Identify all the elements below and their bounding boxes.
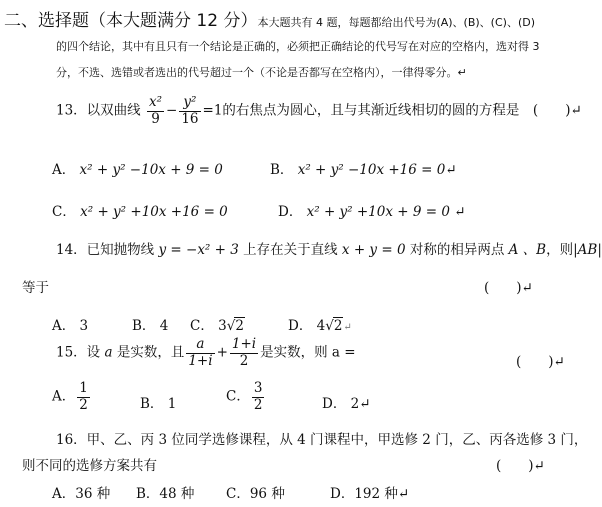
q13-prefix: 13．以双曲线 (56, 102, 141, 119)
q15-option-a: A． $\frac{1}{2}$ (52, 380, 88, 413)
q14-line-2: 等于 (22, 280, 49, 296)
q15-fraction-1: $\frac{a}{1+i}$ (188, 336, 213, 369)
question-16: 16．甲、乙、丙 3 位同学选修课程，从 4 门课程中，甲选修 2 门，乙、丙各选修 3 门， (56, 432, 588, 448)
q13-option-b: B． x² + y² −10x +16 = 0↵ (270, 162, 457, 178)
q13-fraction-1: $\frac{\text{x²}}{9}$ (148, 94, 163, 127)
q15-answer-paren: ( )↵ (516, 354, 565, 370)
question-13: 13．以双曲线 $\frac{\text{x²}}{9}$ − $\frac{\text{y²}}{16}$ =1的右焦点为圆心，且与其渐近线相切的圆的方程是 ( )↵ (56, 94, 582, 127)
section-intro-3: 分，不选、选错或者选出的代号超过一个（不论是否都写在空格内），一律得零分。↵ (56, 66, 467, 79)
question-15: 15．设 a 是实数，且 $\frac{a}{1+i}$ + $\frac{1+i}{2}$ 是实数，则 a = (56, 336, 356, 369)
sqrt-symbol: √ (226, 318, 236, 334)
section-intro-1: 本大题共有 4 题，每题都给出代号为(A)、(B)、(C)、(D) (257, 16, 535, 29)
q14-answer-paren: ( )↵ (484, 280, 533, 296)
q14-option-d: D． 4√2↵ (288, 318, 352, 334)
question-14: 14．已知抛物线 y = −x² + 3 上存在关于直线 x + y = 0 对称的相异两点 A 、B，则|AB| (56, 242, 602, 258)
q14-option-b: B． 4 (132, 318, 169, 334)
q16-option-b: B．48 种 (136, 486, 195, 502)
q16-option-d: D．192 种↵ (330, 486, 410, 502)
q13-option-d: D． x² + y² +10x + 9 = 0 ↵ (278, 204, 466, 220)
q16-option-c: C．96 种 (226, 486, 285, 502)
section-title: 二、选择题（本大题满分 12 分） (4, 11, 258, 31)
q15-option-d: D． 2↵ (322, 396, 371, 412)
q13-fraction-2: $\frac{\text{y²}}{16}$ (181, 94, 199, 127)
q13-suffix: 的右焦点为圆心，且与其渐近线相切的圆的方程是 ( )↵ (222, 102, 582, 119)
q16-line-2: 则不同的选修方案共有 (22, 458, 157, 474)
q14-option-a: A． 3 (52, 318, 89, 334)
q14-option-c: C． 3√2 (190, 318, 244, 334)
q15-fraction-2: $\frac{1+i}{2}$ (231, 336, 257, 369)
q13-option-a: A． x² + y² −10x + 9 = 0 (52, 162, 223, 178)
sqrt-symbol: √ (325, 318, 334, 334)
section-header (4, 6, 535, 31)
section-intro-2: 的四个结论，其中有且只有一个结论是正确的，必须把正确结论的代号写在对应的空格内，选对得 3 (56, 40, 540, 53)
q13-option-c: C． x² + y² +10x +16 = 0 (52, 204, 228, 220)
q15-option-c: C． $\frac{3}{2}$ (226, 380, 263, 413)
q16-option-a: A．36 种 (52, 486, 111, 502)
q16-answer-paren: ( )↵ (496, 458, 545, 474)
q15-option-b: B． 1 (140, 396, 177, 412)
